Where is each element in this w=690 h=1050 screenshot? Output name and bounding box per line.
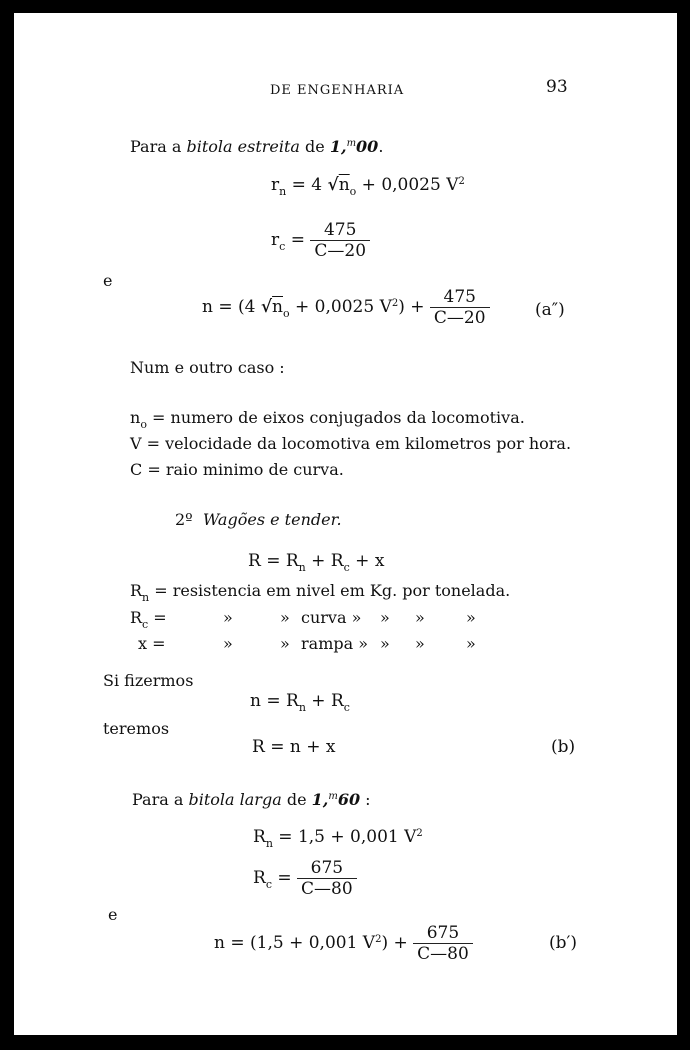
eq-rest: + 0,0025 V bbox=[356, 175, 459, 195]
fraction-numerator: 675 bbox=[426, 923, 460, 943]
eq-lhs-sub: c bbox=[265, 878, 272, 891]
eq-sub: n bbox=[298, 701, 306, 714]
text-si-fizermos: Si fizermos bbox=[103, 671, 194, 690]
running-header: DE ENGENHARIA bbox=[270, 83, 405, 98]
intro-prefix: Para a bbox=[132, 790, 189, 809]
eq-mid: + R bbox=[305, 691, 344, 711]
ditto-mark: » bbox=[466, 608, 476, 627]
eq-sub: c bbox=[343, 701, 350, 714]
intro-bitola-estreita bbox=[130, 137, 383, 156]
fraction bbox=[297, 858, 357, 899]
fraction-numerator: 675 bbox=[310, 858, 344, 878]
gauge-dec: 00 bbox=[356, 137, 379, 156]
intro-prefix: Para a bbox=[130, 137, 187, 156]
definition-c bbox=[130, 460, 344, 479]
def-symbol: R bbox=[130, 581, 143, 600]
ditto-mark: » bbox=[466, 634, 476, 653]
eq-exponent: 2 bbox=[375, 934, 382, 945]
conjunction-e: e bbox=[108, 905, 118, 924]
intro-mid: de bbox=[299, 137, 330, 156]
eq-rest: + 0,0025 V bbox=[289, 297, 392, 317]
radicand: n bbox=[338, 175, 350, 195]
eq-exponent: 2 bbox=[391, 298, 399, 309]
fraction bbox=[430, 287, 490, 328]
ditto-mark: » bbox=[223, 608, 233, 627]
fraction-numerator: 475 bbox=[323, 220, 357, 240]
definition-Rn bbox=[130, 581, 511, 604]
intro-end: . bbox=[378, 137, 384, 156]
book-page bbox=[14, 13, 677, 1035]
eq-equals: = 4 bbox=[286, 175, 328, 195]
eq-mid: + R bbox=[305, 551, 344, 571]
fraction-numerator: 475 bbox=[443, 287, 476, 307]
def-symbol: x bbox=[138, 634, 148, 653]
equation-rc bbox=[271, 220, 370, 261]
def-text: = numero de eixos conjugados da locomotiva. bbox=[146, 408, 525, 427]
eq-lhs: n = (1,5 + 0,001 V bbox=[214, 933, 376, 953]
radicand-sub: o bbox=[283, 307, 290, 320]
eq-lhs: R bbox=[253, 868, 266, 888]
intro-end: : bbox=[360, 790, 371, 809]
ditto-mark: » bbox=[380, 634, 390, 653]
eq-rest: = 1,5 + 0,001 V bbox=[272, 827, 417, 847]
intro-mid: de bbox=[281, 790, 312, 809]
def-symbol: n bbox=[130, 408, 141, 427]
text-teremos: teremos bbox=[103, 719, 170, 738]
gauge-dec: 60 bbox=[337, 790, 361, 809]
equation-n-narrow bbox=[202, 287, 490, 328]
def-equals: = bbox=[147, 634, 166, 653]
eq-end: + x bbox=[349, 551, 385, 571]
fraction-denominator: C—80 bbox=[297, 878, 357, 899]
eq-lhs-sub: c bbox=[279, 240, 286, 253]
equation-label-b: (b) bbox=[551, 737, 576, 757]
def-symbol: V bbox=[130, 434, 142, 453]
eq-equals: = bbox=[271, 868, 298, 888]
definition-Rc bbox=[130, 608, 600, 630]
eq-exponent: 2 bbox=[458, 176, 465, 187]
def-symbol-sub: o bbox=[140, 418, 147, 431]
equation-n-sum bbox=[250, 691, 350, 714]
section-heading-wagoes bbox=[175, 510, 342, 529]
eq-exponent: 2 bbox=[416, 828, 423, 839]
eq-sub: n bbox=[298, 561, 306, 574]
eq-text: R = R bbox=[248, 551, 299, 571]
equation-rn bbox=[271, 175, 465, 198]
equation-label-a: (a″) bbox=[535, 300, 565, 320]
equation-Rc-wide bbox=[253, 858, 357, 899]
def-equals: = bbox=[148, 608, 167, 627]
eq-lhs: n = (4 bbox=[202, 297, 261, 317]
eq-close: ) + bbox=[381, 933, 414, 953]
conjunction-e: e bbox=[103, 271, 113, 290]
eq-sub: c bbox=[343, 561, 350, 574]
equation-Rn-wide bbox=[253, 827, 423, 850]
def-word: rampa » bbox=[301, 634, 369, 653]
page-number: 93 bbox=[546, 77, 568, 97]
fraction-denominator: C—20 bbox=[430, 307, 490, 328]
def-text: = velocidade da locomotiva em kilometros por hora. bbox=[141, 434, 572, 453]
fraction-denominator: C—80 bbox=[413, 943, 473, 964]
intro-italic: bitola estreita bbox=[186, 137, 300, 156]
fraction bbox=[413, 923, 473, 964]
ditto-mark: » bbox=[415, 608, 425, 627]
def-word: curva » bbox=[301, 608, 362, 627]
eq-equals: = bbox=[285, 230, 311, 250]
definition-x bbox=[130, 634, 600, 656]
intro-bitola-larga bbox=[132, 790, 371, 809]
eq-close: ) + bbox=[398, 297, 430, 317]
gauge-sup: m bbox=[328, 791, 338, 802]
equation-R-total bbox=[248, 551, 385, 574]
radical-sign: √ bbox=[260, 297, 273, 317]
def-symbol-sub: c bbox=[142, 618, 149, 631]
eq-lhs-sub: n bbox=[279, 185, 287, 198]
gauge-sup: m bbox=[346, 138, 357, 149]
note-both-cases: Num e outro caso : bbox=[130, 358, 285, 377]
radicand-sub: o bbox=[349, 185, 357, 198]
heading-text: Wagões e tender. bbox=[202, 510, 342, 529]
radicand: n bbox=[272, 297, 283, 317]
equation-R-b: R = n + x bbox=[252, 737, 336, 757]
radical-sign: √ bbox=[327, 175, 339, 195]
definition-no bbox=[130, 408, 525, 431]
def-text: = resistencia em nivel em Kg. por tonelada. bbox=[149, 581, 511, 600]
ditto-mark: » bbox=[380, 608, 390, 627]
gauge-int: 1, bbox=[329, 137, 347, 156]
fraction bbox=[310, 220, 370, 261]
ditto-mark: » bbox=[280, 634, 290, 653]
ditto-mark: » bbox=[415, 634, 425, 653]
eq-lhs: r bbox=[271, 230, 280, 250]
gauge-int: 1, bbox=[311, 790, 329, 809]
def-symbol-group bbox=[130, 608, 167, 631]
fraction-denominator: C—20 bbox=[310, 240, 370, 261]
eq-lhs: R bbox=[253, 827, 266, 847]
def-symbol-sub: n bbox=[142, 591, 150, 604]
eq-lhs: r bbox=[271, 175, 280, 195]
equation-n-wide bbox=[214, 923, 473, 964]
def-symbol: R bbox=[130, 608, 143, 627]
def-text: = raio minimo de curva. bbox=[142, 460, 344, 479]
eq-text: n = R bbox=[250, 691, 299, 711]
def-symbol: C bbox=[130, 460, 143, 479]
eq-lhs-sub: n bbox=[265, 837, 273, 850]
ditto-mark: » bbox=[280, 608, 290, 627]
def-symbol-group bbox=[138, 634, 166, 653]
heading-number: 2º bbox=[175, 510, 193, 529]
definition-v bbox=[130, 434, 571, 453]
intro-italic: bitola larga bbox=[188, 790, 282, 809]
equation-label-b-prime: (b′) bbox=[549, 933, 578, 953]
ditto-mark: » bbox=[223, 634, 233, 653]
